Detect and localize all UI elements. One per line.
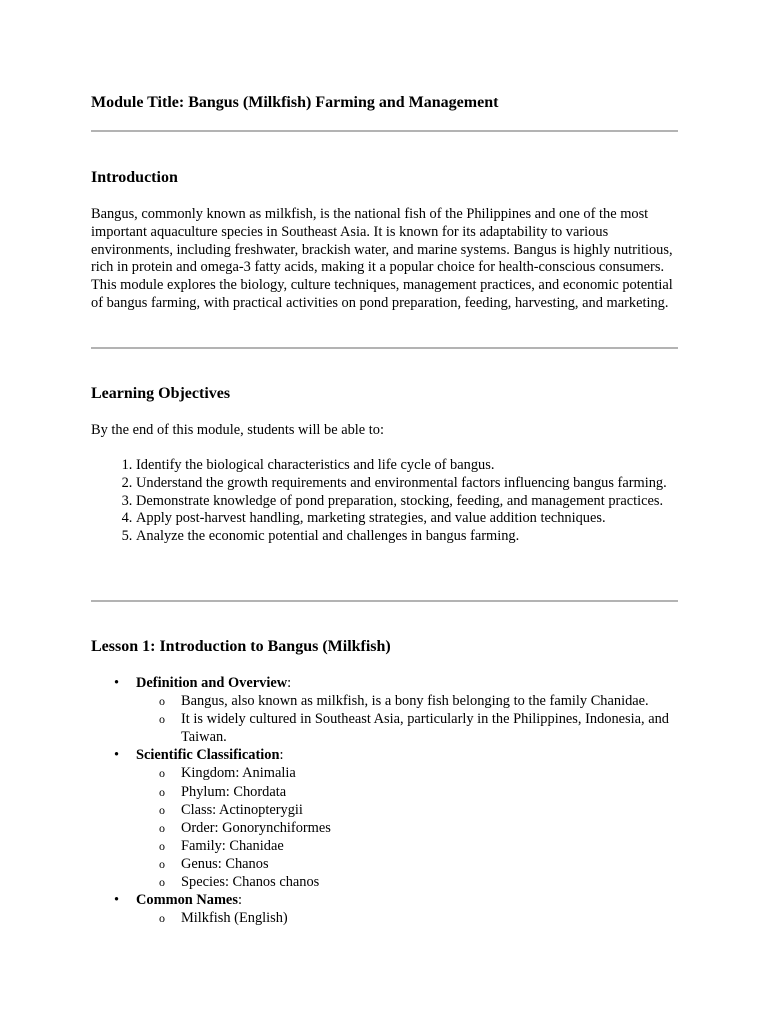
lesson1-list [91,674,678,927]
list-item [136,891,678,927]
section-label: Definition and Overview [136,675,288,691]
divider [91,600,678,602]
objective-item: 1. Identify the biological characteristics and life cycle of bangus. [136,457,678,475]
divider [91,130,678,132]
list-item: o Phylum: Chordata [181,783,678,801]
objective-item: 5. Analyze the economic potential and challenges in bangus farming. [136,528,678,546]
introduction-heading: Introduction [91,169,178,186]
divider [91,347,678,349]
introduction-body: Bangus, commonly known as milkfish, is the national fish of the Philippines and one of the most important aquaculture species in Southeast Asia. It is known for its adaptability to various environments, including freshwater, brackish water, and marine systems. Bangus is highly nutritious, rich in protein and omega-3 fatty acids, making it a popular choice for health-conscious consumers. This module explores the biology, culture techniques, management practices, and economic potential of bangus farming, with practical activities on pond preparation, feeding, harvesting, and marketing. [91,206,673,311]
section-label: Common Names [136,892,238,909]
section-label: Scientific Classification [136,747,280,764]
label-colon: : [287,675,292,691]
lesson1-heading: Lesson 1: Introduction to Bangus (Milkfish) [91,638,391,655]
objective-item: 4. Apply post-harvest handling, marketing strategies, and value addition techniques. [136,510,678,528]
objectives-list [91,457,678,546]
list-item [136,674,678,746]
list-item: o Family: Chanidae [181,837,678,855]
objectives-heading: Learning Objectives [91,385,231,402]
sublist [136,909,678,927]
list-item: o It is widely cultured in Southeast Asia, particularly in the Philippines, Indonesia, and Taiwan. [181,710,678,746]
module-title: Module Title: Bangus (Milkfish) Farming and Management [91,94,499,111]
label-colon: : [279,747,284,764]
sublist [136,692,678,746]
list-item: o Class: Actinopterygii [181,801,678,819]
list-item: o Genus: Chanos [181,855,678,873]
objective-item: 3. Demonstrate knowledge of pond preparation, stocking, feeding, and management practices. [136,493,678,511]
sublist [136,764,678,891]
list-item: o Order: Gonorynchiformes [181,819,678,837]
list-item: o Bangus, also known as milkfish, is a bony fish belonging to the family Chanidae. [181,692,678,710]
objectives-lead: By the end of this module, students will be able to: [91,422,384,438]
list-item: o Milkfish (English) [181,909,678,927]
list-item: o Species: Chanos chanos [181,873,678,891]
label-colon: : [237,892,242,909]
list-item [136,746,678,891]
list-item: o Kingdom: Animalia [181,764,678,782]
objective-item: 2. Understand the growth requirements and environmental factors influencing bangus farming. [136,475,678,493]
